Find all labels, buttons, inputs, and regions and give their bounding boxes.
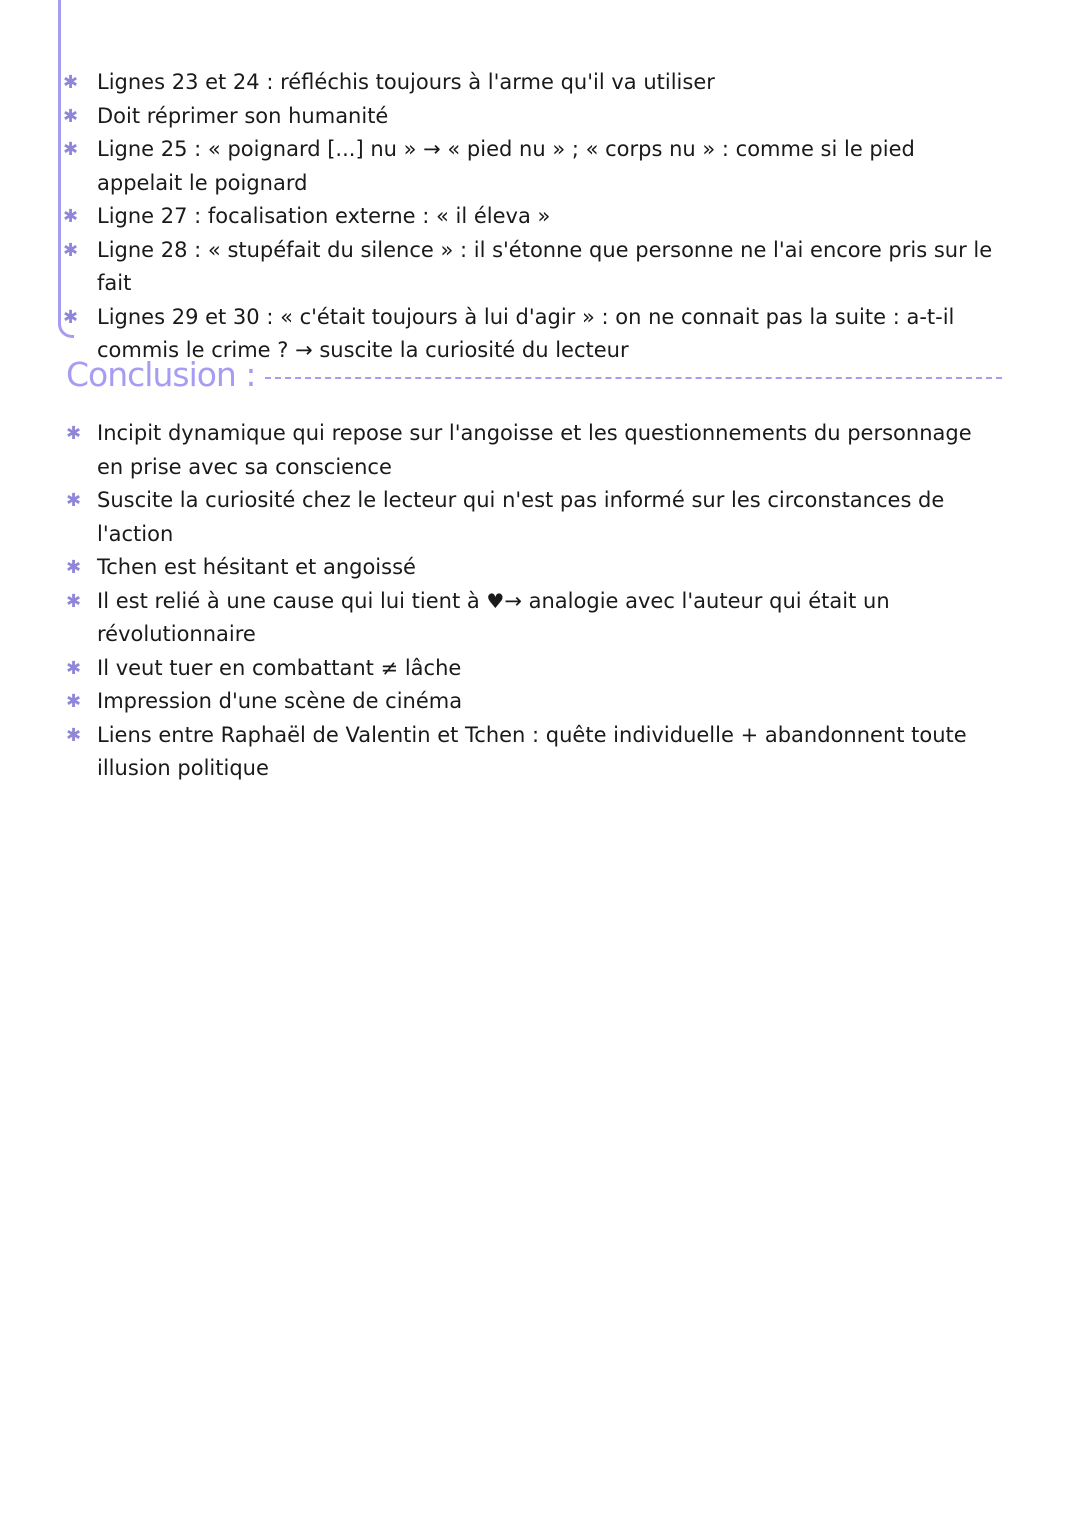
list-item [0, 585, 1080, 652]
asterisk-icon: ✱ [63, 239, 79, 261]
item-text-before: Il est relié à une cause qui lui tient à [97, 588, 480, 613]
asterisk-icon: ✱ [66, 590, 82, 612]
list-item [0, 484, 1080, 551]
asterisk-icon: ✱ [63, 139, 79, 160]
conclusion-heading [66, 352, 1002, 396]
list-item [0, 719, 1080, 786]
item-text: Impression d'une scène de cinéma [97, 689, 463, 713]
list-item [0, 234, 1080, 301]
item-text-after: → analogie avec l'auteur qui était un révolutionnaire [97, 588, 890, 646]
list-item [0, 100, 1080, 134]
asterisk-icon: ✱ [63, 105, 79, 127]
list-item [0, 652, 1080, 686]
list-item [0, 200, 1080, 234]
item-text: Ligne 28 : « stupéfait du silence » : il s'étonne que personne ne l'ai encore pris sur le fait [97, 237, 993, 295]
item-text: Ligne 25 : « poignard [...] nu » → « pied nu » ; « corps nu » : comme si le pied appelait le poignard [97, 137, 915, 195]
item-text: Incipit dynamique qui repose sur l'angoisse et les questionnements du personnage en prise avec sa conscience [97, 421, 972, 479]
asterisk-icon: ✱ [66, 557, 82, 578]
item-text: Il veut tuer en combattant ≠ lâche [97, 655, 462, 680]
asterisk-icon: ✱ [66, 423, 82, 444]
heading-text: Conclusion : [66, 354, 256, 394]
list-item [0, 551, 1080, 585]
list-item [0, 417, 1080, 484]
asterisk-icon: ✱ [63, 306, 79, 328]
asterisk-icon: ✱ [66, 490, 82, 511]
item-text: Ligne 27 : focalisation externe : « il éleva » [97, 204, 551, 228]
asterisk-icon: ✱ [66, 657, 82, 679]
list-item [0, 685, 1080, 719]
asterisk-icon: ✱ [63, 206, 79, 227]
item-text: Liens entre Raphaël de Valentin et Tchen : quête individuelle + abandonnent toute illusion politique [97, 722, 967, 780]
notes-list [0, 66, 1080, 368]
list-item [0, 66, 1080, 100]
asterisk-icon: ✱ [66, 691, 82, 712]
item-text: Tchen est hésitant et angoissé [97, 555, 416, 579]
list-item [0, 133, 1080, 200]
conclusion-list [0, 417, 1080, 786]
heart-icon: ♥ [486, 588, 505, 613]
item-text: Suscite la curiosité chez le lecteur qui n'est pas informé sur les circonstances de l'action [97, 488, 945, 546]
asterisk-icon: ✱ [66, 724, 82, 746]
item-text: Lignes 23 et 24 : réfléchis toujours à l'arme qu'il va utiliser [97, 70, 715, 94]
asterisk-icon: ✱ [63, 72, 79, 93]
item-text: Lignes 29 et 30 : « c'était toujours à lui d'agir » : on ne connait pas la suite : a-t-il commis le crime ? → suscite la curiosité du lecteur [97, 304, 955, 362]
item-text: Doit réprimer son humanité [97, 103, 389, 128]
heading-dashed-rule [265, 377, 1002, 379]
